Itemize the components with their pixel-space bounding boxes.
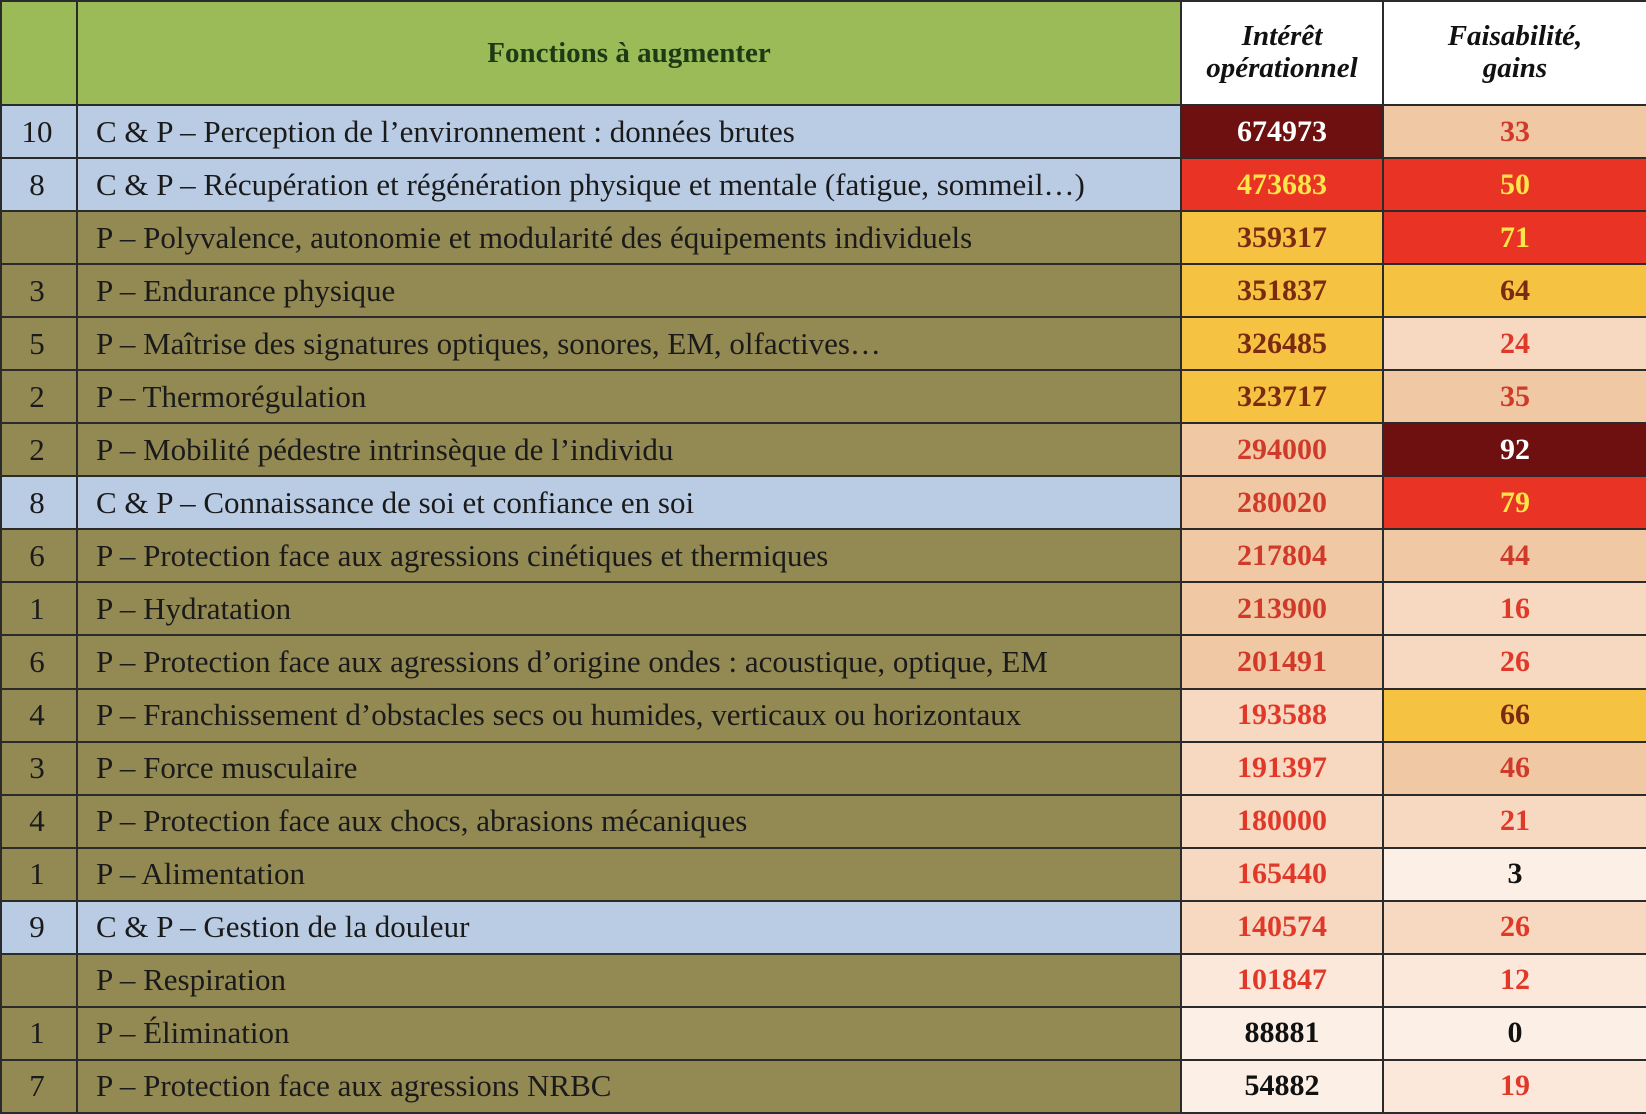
- row-interest: 213900: [1181, 582, 1383, 635]
- table-row: [1, 742, 1646, 795]
- table-row: [1, 264, 1646, 317]
- row-feasibility: 0: [1383, 1007, 1646, 1060]
- row-interest: 351837: [1181, 264, 1383, 317]
- header-function: Fonctions à augmenter: [77, 1, 1181, 105]
- header-feasibility-line1: Faisabilité,: [1447, 20, 1583, 53]
- row-number: 8: [1, 476, 77, 529]
- row-feasibility: 33: [1383, 105, 1646, 158]
- row-feasibility: 19: [1383, 1060, 1646, 1113]
- row-feasibility: 66: [1383, 689, 1646, 742]
- row-interest: 140574: [1181, 901, 1383, 954]
- row-interest: 359317: [1181, 211, 1383, 264]
- row-feasibility: 26: [1383, 901, 1646, 954]
- header-interest: [1181, 1, 1383, 105]
- row-function: P – Thermorégulation: [77, 370, 1181, 423]
- row-interest: 280020: [1181, 476, 1383, 529]
- row-interest: 201491: [1181, 635, 1383, 688]
- row-feasibility: 92: [1383, 423, 1646, 476]
- header-number: [1, 1, 77, 105]
- header-row: [1, 1, 1646, 105]
- row-interest: 165440: [1181, 848, 1383, 901]
- header-interest-line2: opérationnel: [1206, 52, 1358, 84]
- header-feasibility: [1383, 1, 1646, 105]
- row-number: 4: [1, 689, 77, 742]
- row-interest: 191397: [1181, 742, 1383, 795]
- row-function: C & P – Gestion de la douleur: [77, 901, 1181, 954]
- row-feasibility: 35: [1383, 370, 1646, 423]
- row-number: 6: [1, 635, 77, 688]
- row-function: P – Maîtrise des signatures optiques, sonores, EM, olfactives…: [77, 317, 1181, 370]
- row-interest: 54882: [1181, 1060, 1383, 1113]
- row-feasibility: 79: [1383, 476, 1646, 529]
- row-feasibility: 3: [1383, 848, 1646, 901]
- row-number: 2: [1, 370, 77, 423]
- row-feasibility: 24: [1383, 317, 1646, 370]
- row-interest: 217804: [1181, 529, 1383, 582]
- row-number: 1: [1, 1007, 77, 1060]
- row-interest: 101847: [1181, 954, 1383, 1007]
- row-interest: 323717: [1181, 370, 1383, 423]
- table-row: [1, 317, 1646, 370]
- row-number: 5: [1, 317, 77, 370]
- row-function: P – Protection face aux chocs, abrasions mécaniques: [77, 795, 1181, 848]
- table-row: [1, 158, 1646, 211]
- row-interest: 180000: [1181, 795, 1383, 848]
- row-feasibility: 71: [1383, 211, 1646, 264]
- row-number: 4: [1, 795, 77, 848]
- row-function: P – Polyvalence, autonomie et modularité des équipements individuels: [77, 211, 1181, 264]
- row-interest: 326485: [1181, 317, 1383, 370]
- table-row: [1, 370, 1646, 423]
- table-row: [1, 848, 1646, 901]
- table-row: [1, 211, 1646, 264]
- row-function: P – Protection face aux agressions NRBC: [77, 1060, 1181, 1113]
- row-interest: 88881: [1181, 1007, 1383, 1060]
- row-interest: 193588: [1181, 689, 1383, 742]
- row-feasibility: 46: [1383, 742, 1646, 795]
- row-function: P – Franchissement d’obstacles secs ou humides, verticaux ou horizontaux: [77, 689, 1181, 742]
- row-interest: 674973: [1181, 105, 1383, 158]
- row-interest: 473683: [1181, 158, 1383, 211]
- table-row: [1, 1007, 1646, 1060]
- row-interest: 294000: [1181, 423, 1383, 476]
- table-row: [1, 635, 1646, 688]
- row-number: 1: [1, 582, 77, 635]
- row-number: 2: [1, 423, 77, 476]
- row-function: P – Hydratation: [77, 582, 1181, 635]
- table-row: [1, 423, 1646, 476]
- row-feasibility: 12: [1383, 954, 1646, 1007]
- table-row: [1, 582, 1646, 635]
- row-function: P – Mobilité pédestre intrinsèque de l’individu: [77, 423, 1181, 476]
- row-number: 3: [1, 264, 77, 317]
- row-feasibility: 44: [1383, 529, 1646, 582]
- table-row: [1, 1060, 1646, 1113]
- row-number: 1: [1, 848, 77, 901]
- row-number: 10: [1, 105, 77, 158]
- row-function: P – Alimentation: [77, 848, 1181, 901]
- table-row: [1, 954, 1646, 1007]
- header-interest-line1: Intérêt: [1241, 20, 1323, 53]
- row-number: 6: [1, 529, 77, 582]
- row-feasibility: 26: [1383, 635, 1646, 688]
- table-row: [1, 689, 1646, 742]
- row-function: P – Protection face aux agressions cinétiques et thermiques: [77, 529, 1181, 582]
- table-row: [1, 529, 1646, 582]
- row-feasibility: 64: [1383, 264, 1646, 317]
- row-feasibility: 50: [1383, 158, 1646, 211]
- row-function: C & P – Perception de l’environnement : données brutes: [77, 105, 1181, 158]
- row-feasibility: 16: [1383, 582, 1646, 635]
- row-number: 9: [1, 901, 77, 954]
- row-feasibility: 21: [1383, 795, 1646, 848]
- row-function: C & P – Connaissance de soi et confiance en soi: [77, 476, 1181, 529]
- table-row: [1, 795, 1646, 848]
- row-number: [1, 211, 77, 264]
- row-number: [1, 954, 77, 1007]
- row-function: P – Élimination: [77, 1007, 1181, 1060]
- row-function: P – Endurance physique: [77, 264, 1181, 317]
- row-function: C & P – Récupération et régénération physique et mentale (fatigue, sommeil…): [77, 158, 1181, 211]
- table-row: [1, 105, 1646, 158]
- row-number: 3: [1, 742, 77, 795]
- row-function: P – Respiration: [77, 954, 1181, 1007]
- table-row: [1, 901, 1646, 954]
- row-number: 7: [1, 1060, 77, 1113]
- row-number: 8: [1, 158, 77, 211]
- table-row: [1, 476, 1646, 529]
- row-function: P – Force musculaire: [77, 742, 1181, 795]
- row-function: P – Protection face aux agressions d’origine ondes : acoustique, optique, EM: [77, 635, 1181, 688]
- header-feasibility-line2: gains: [1482, 52, 1548, 84]
